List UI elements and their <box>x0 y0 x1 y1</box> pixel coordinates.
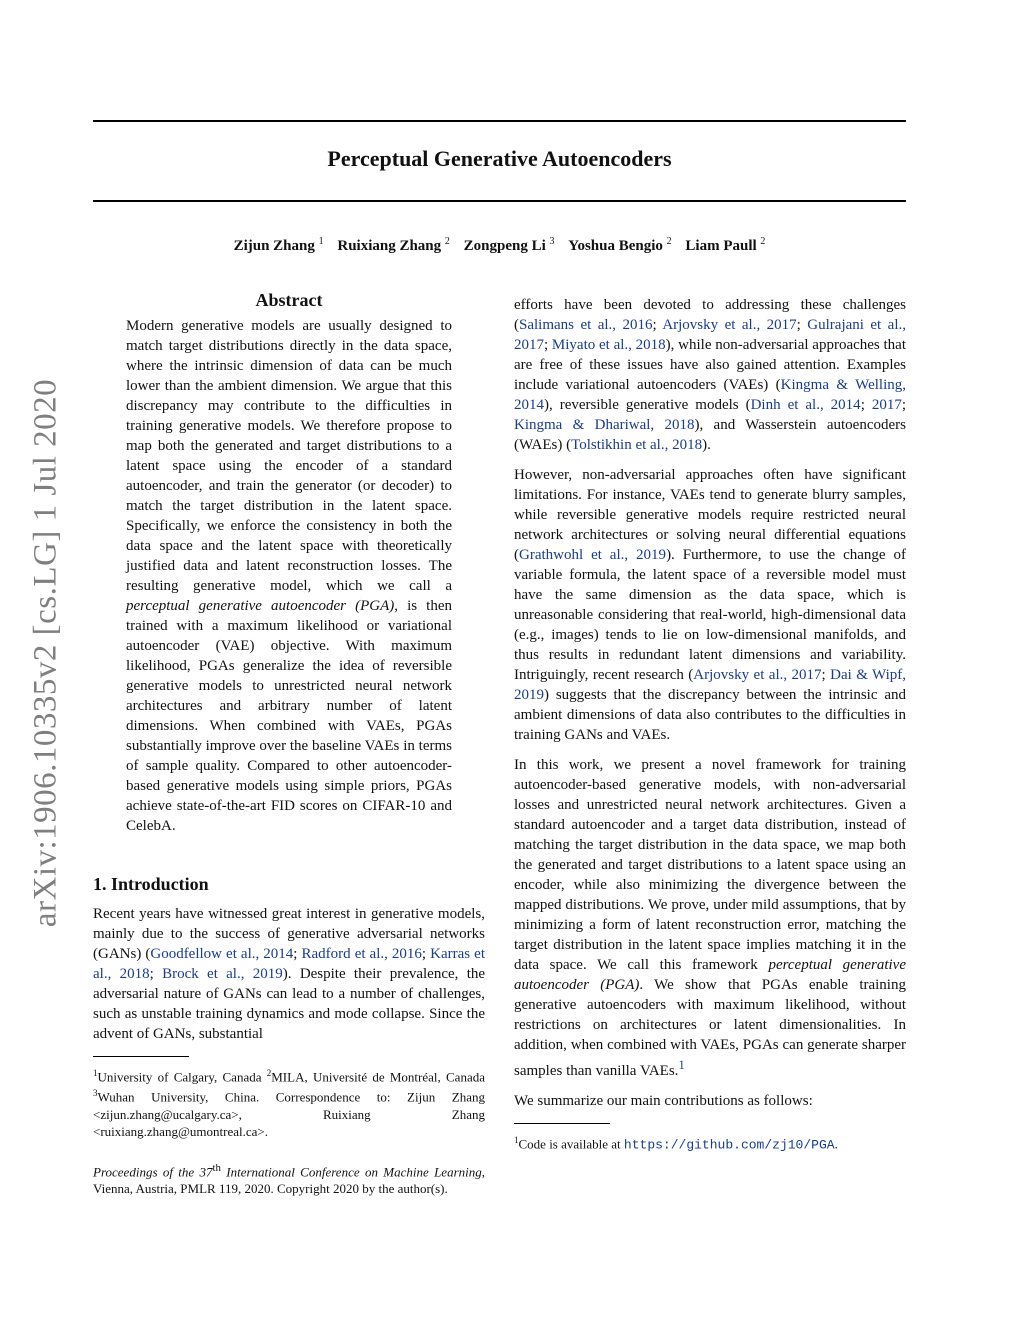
author-list <box>93 236 906 255</box>
footnote-rule <box>514 1123 610 1124</box>
abstract-text: Modern generative models are usually designed to match target distributions directly in the data space, where the intrinsic dimension of data can be much lower than the ambient dimension. We argue that this discrepancy may contribute to the difficulties in training generative models. We therefore propose to map both the generated and target distributions to a latent space using the encoder of a standard autoencoder, and train the generator (or decoder) to match the target distribution in the latent space. Specifically, we enforce the consistency in both the data space and the latent space with theoretically justified data and latent reconstruction losses. The resulting generative model, which we call a perceptual generative autoencoder (PGA), is then trained with a maximum likelihood or variational autoencoder (VAE) objective. With maximum likelihood, PGAs generalize the idea of reversible generative models to unrestricted neural network architectures and arbitrary number of latent dimensions. When combined with VAEs, PGAs substantially improve over the baseline VAEs in terms of sample quality. Compared to other autoencoder-based generative models using simple priors, PGAs achieve state-of-the-art FID scores on CIFAR-10 and CelebA. <box>126 318 452 834</box>
title-rule-top <box>93 120 906 122</box>
citation-link[interactable]: Dinh et al., 2014 <box>750 397 861 413</box>
title-rule-bottom <box>93 200 906 202</box>
citation-link[interactable]: Kingma & Dhariwal, 2018 <box>514 417 695 433</box>
intro-paragraph: Recent years have witnessed great interest in generative models, mainly due to the success of generative adversarial networks (GANs) (Goodfellow et al., 2014; Radford et al., 2016; Karras et al., 2018; Brock et al., 2019). Despite their prevalence, the adversarial nature of GANs can lead to a number of challenges, such as unstable training dynamics and mode collapse. Since the advent of GANs, substantial <box>93 906 486 1042</box>
author: Zongpeng Li $^3$ <box>463 236 555 254</box>
arxiv-identifier: arXiv:1906.10335v2 [cs.LG] 1 Jul 2020 <box>27 378 64 928</box>
author: Liam Paull $^2$ <box>685 236 766 254</box>
proceedings-note: Proceedings of the 37th International Conference on Machine Learning, Vienna, Austria, PMLR 119, 2020. Copyright 2020 by the author(s). <box>93 1161 485 1196</box>
author: Zijun Zhang $^1$ <box>233 236 324 254</box>
author: Ruixiang Zhang $^2$ <box>337 236 450 254</box>
abstract-heading: Abstract <box>255 290 323 310</box>
citation-link[interactable]: Tolstikhin et al., 2018 <box>571 437 703 453</box>
intro-paragraph: However, non-adversarial approaches often have significant limitations. For instance, VAEs tend to generate blurry samples, while reversible generative models require restricted neural network architectures or solving neural differential equations (Grathwohl et al., 2019). Furthermore, to use the change of variable formula, the latent space of a reversible model must have the same dimension as the data space, which is unreasonable considering that real-world, high-dimensional data (e.g., images) tends to lie on low-dimensional manifolds, and thus results in redundant latent dimensions and variability. Intriguingly, recent research (Arjovsky et al., 2017; Dai & Wipf, 2019) suggests that the discrepancy between the intrinsic and ambient dimensions of data also contributes to the difficulties in training GANs and VAEs. <box>514 467 907 743</box>
citation-link[interactable]: Brock et al., 2019 <box>162 966 283 982</box>
paper-title: Perceptual Generative Autoencoders <box>327 146 672 171</box>
citation-link[interactable]: Kingma & Welling, 2014 <box>514 377 906 413</box>
citation-link[interactable]: 2017 <box>871 397 902 413</box>
affiliation-footnote: $^1$University of Calgary, Canada $^2$MILA, Université de Montréal, Canada $^3$Wuhan University, China. Correspondence to: Zijun Zhang <zijun.zhang@ucalgary.ca>, Ruixiang Zhang <ruixiang.zhang@umontreal.ca>. <box>93 1068 485 1139</box>
footnote-rule <box>93 1056 189 1057</box>
citation-link[interactable]: Gulrajani et al., 2017 <box>514 317 907 353</box>
right-column <box>514 295 906 1163</box>
citation-link[interactable]: Miyato et al., 2018 <box>551 337 666 353</box>
footnote-marker[interactable]: 1 <box>678 1058 685 1072</box>
citation-link[interactable]: Arjovsky et al., 2017 <box>693 667 822 683</box>
author: Yoshua Bengio $^2$ <box>568 236 672 254</box>
citation-link[interactable]: Karras et al., 2018 <box>93 946 485 982</box>
code-url-link[interactable]: https://github.com/zj10/PGA <box>623 1137 835 1153</box>
citation-link[interactable]: Dai & Wipf, 2019 <box>514 667 907 703</box>
section-heading-introduction: 1. Introduction <box>93 874 209 894</box>
citation-link[interactable]: Grathwohl et al., 2019 <box>519 547 667 563</box>
intro-paragraph: In this work, we present a novel framework for training autoencoder-based generative models, with non-adversarial losses and unrestricted neural network architectures. Given a standard autoencoder and a target data distribution, instead of matching the target distribution in the data space, we map both the generated and target distributions to a latent space using an encoder, while also minimizing the divergence between the mapped distributions. We prove, under mild assumptions, that by minimizing a form of latent reconstruction error, matching the target distribution in the latent space implies matching it in the data space. We call this framework perceptual generative autoencoder (PGA). We show that PGAs enable training generative autoencoders with maximum likelihood, without restrictions on architectures or latent dimensionalities. In addition, when combined with VAEs, PGAs can generate sharper samples than vanilla VAEs.$^1$ <box>514 757 906 1079</box>
citation-link[interactable]: Arjovsky et al., 2017 <box>662 317 797 333</box>
citation-link[interactable]: Goodfellow et al., 2014 <box>150 946 294 962</box>
code-footnote: $^1$Code is available at https://github.com/zj10/PGA. <box>514 1135 838 1153</box>
intro-paragraph: We summarize our main contributions as follows: <box>514 1093 813 1109</box>
intro-paragraph: efforts have been devoted to addressing these challenges (Salimans et al., 2016; Arjovsky et al., 2017; Gulrajani et al., 2017; Miyato et al., 2018), while non-adversarial approaches that are free of these issues have also gained attention. Examples include variational autoencoders (VAEs) (Kingma & Welling, 2014), reversible generative models (Dinh et al., 2014; 2017; Kingma & Dhariwal, 2018), and Wasserstein autoencoders (WAEs) (Tolstikhin et al., 2018). <box>514 297 907 453</box>
left-column <box>93 290 485 1197</box>
citation-link[interactable]: Salimans et al., 2016 <box>519 317 653 333</box>
citation-link[interactable]: Radford et al., 2016 <box>301 946 422 962</box>
